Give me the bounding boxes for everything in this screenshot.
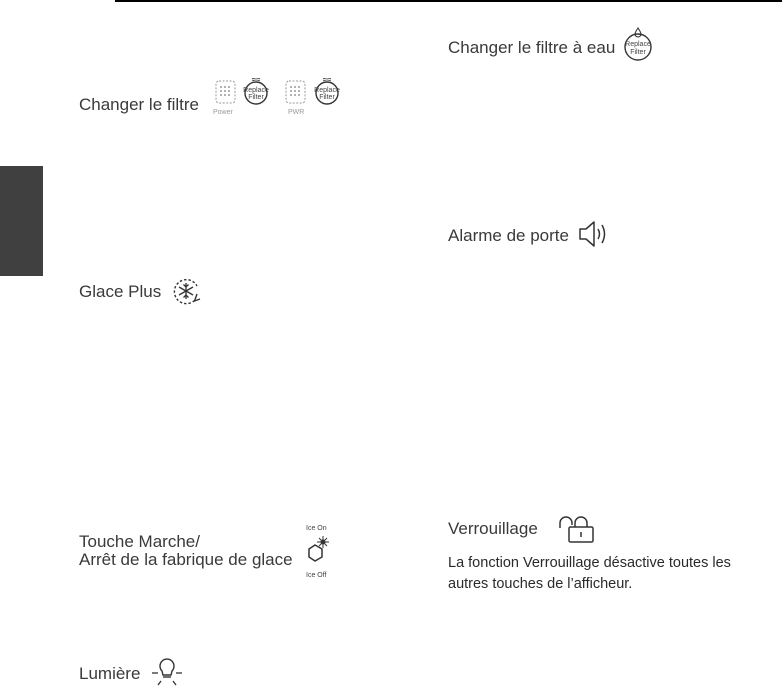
light-bulb-icon — [150, 653, 184, 687]
ice-plus-snowflake-icon — [168, 274, 204, 308]
filter-grid-icon — [213, 81, 235, 116]
change-filter-icons — [210, 78, 350, 120]
side-tab — [0, 166, 43, 276]
svg-text:Replace: Replace — [314, 87, 340, 94]
speaker-icon — [577, 219, 609, 249]
door-alarm-title: Alarme de porte — [448, 226, 569, 245]
ice-plus-title: Glace Plus — [79, 282, 162, 301]
lock-title: Verrouillage — [448, 519, 538, 538]
svg-text:Filter: Filter — [319, 94, 335, 101]
svg-text:Replace: Replace — [625, 41, 651, 48]
light-title: Lumière — [79, 664, 141, 683]
top-rule — [115, 0, 782, 2]
replace-water-filter-icon — [620, 26, 656, 64]
ice-on-label: Ice On — [306, 525, 327, 532]
ice-maker-toggle-title-line1: Touche Marche/ — [79, 532, 200, 551]
unlocked-padlock-icon — [555, 513, 597, 545]
change-filter-title: Changer le filtre — [79, 95, 200, 114]
svg-text:Filter: Filter — [248, 94, 264, 101]
pwr-label: PWR — [288, 109, 305, 116]
replace-filter-icon — [314, 78, 340, 104]
ice-maker-icon — [298, 520, 338, 582]
svg-text:Filter: Filter — [630, 49, 646, 56]
replace-filter-icon — [243, 78, 269, 104]
lock-description-line1: La fonction Verrouillage désactive toutes les — [448, 555, 731, 571]
svg-text:Replace: Replace — [243, 87, 269, 94]
ice-off-label: Ice Off — [306, 572, 327, 579]
power-label: Power — [213, 109, 233, 116]
lock-description-line2: autres touches de l’afficheur. — [448, 576, 633, 592]
filter-grid-icon — [286, 81, 305, 116]
change-water-filter-title: Changer le filtre à eau — [448, 38, 616, 57]
ice-maker-toggle-title-line2: Arrêt de la fabrique de glace — [79, 550, 293, 569]
